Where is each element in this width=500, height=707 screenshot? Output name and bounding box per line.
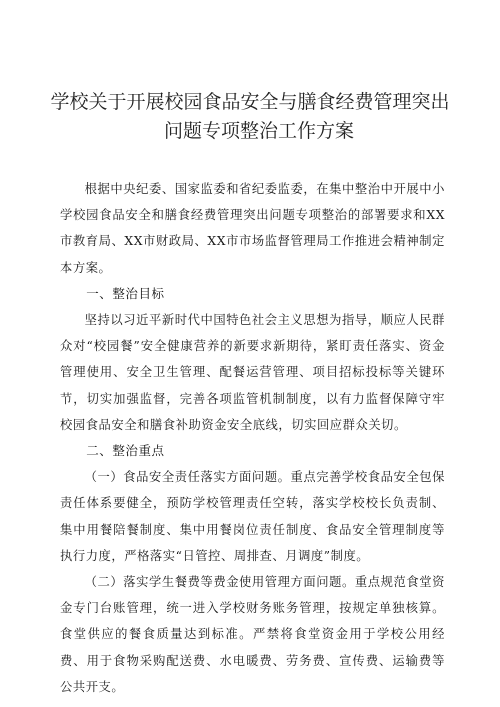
section-heading-goals: 一、整治目标 bbox=[86, 285, 165, 301]
document-body bbox=[60, 176, 445, 700]
focus-item-2-paragraph: （二）落实学生餐费等费金使用管理方面问题。重点规范食堂资金专门台账管理，统一进入学校财务账务管理，按规定单独核算。食堂供应的餐食质量达到标准。严禁将食堂资金用于学校公用经费、用于食物采购配送费、水电暖费、劳务费、宣传费、运输费等公共开支。 bbox=[60, 575, 445, 694]
intro-paragraph: 根据中央纪委、国家监委和省纪委监委，在集中整治中开展中小学校园食品安全和膳食经费管理突出问题专项整治的部署要求和XX市教育局、XX市财政局、XX市市场监督管理局工作推进会精神制定本方案。 bbox=[60, 182, 445, 275]
title-line-2: 问题专项整治工作方案 bbox=[163, 120, 354, 142]
title-line-1: 学校关于开展校园食品安全与膳食经费管理突出 bbox=[50, 91, 450, 113]
focus-item-1-paragraph: （一）食品安全责任落实方面问题。重点完善学校食品安全包保责任体系要健全，预防学校管理责任空转，落实学校校长负责制、集中用餐陪餐制度、集中用餐岗位责任制度、食品安全管理制度等执行力度，严格落实“日管控、周排查、月调度”制度。 bbox=[60, 470, 445, 563]
document-title bbox=[40, 88, 460, 146]
section-heading-focus: 二、整治重点 bbox=[86, 443, 165, 459]
goals-paragraph: 坚持以习近平新时代中国特色社会主义思想为指导，顺应人民群众对“校园餐”安全健康营养的新要求新期待，紧盯责任落实、资金管理使用、安全卫生管理、配餐运营管理、项目招标投标等关键环节，切实加强监督，完善各项监管机制制度，以有力监督保障守牢校园食品安全和膳食补助资金安全底线，切实回应群众关切。 bbox=[60, 313, 445, 432]
